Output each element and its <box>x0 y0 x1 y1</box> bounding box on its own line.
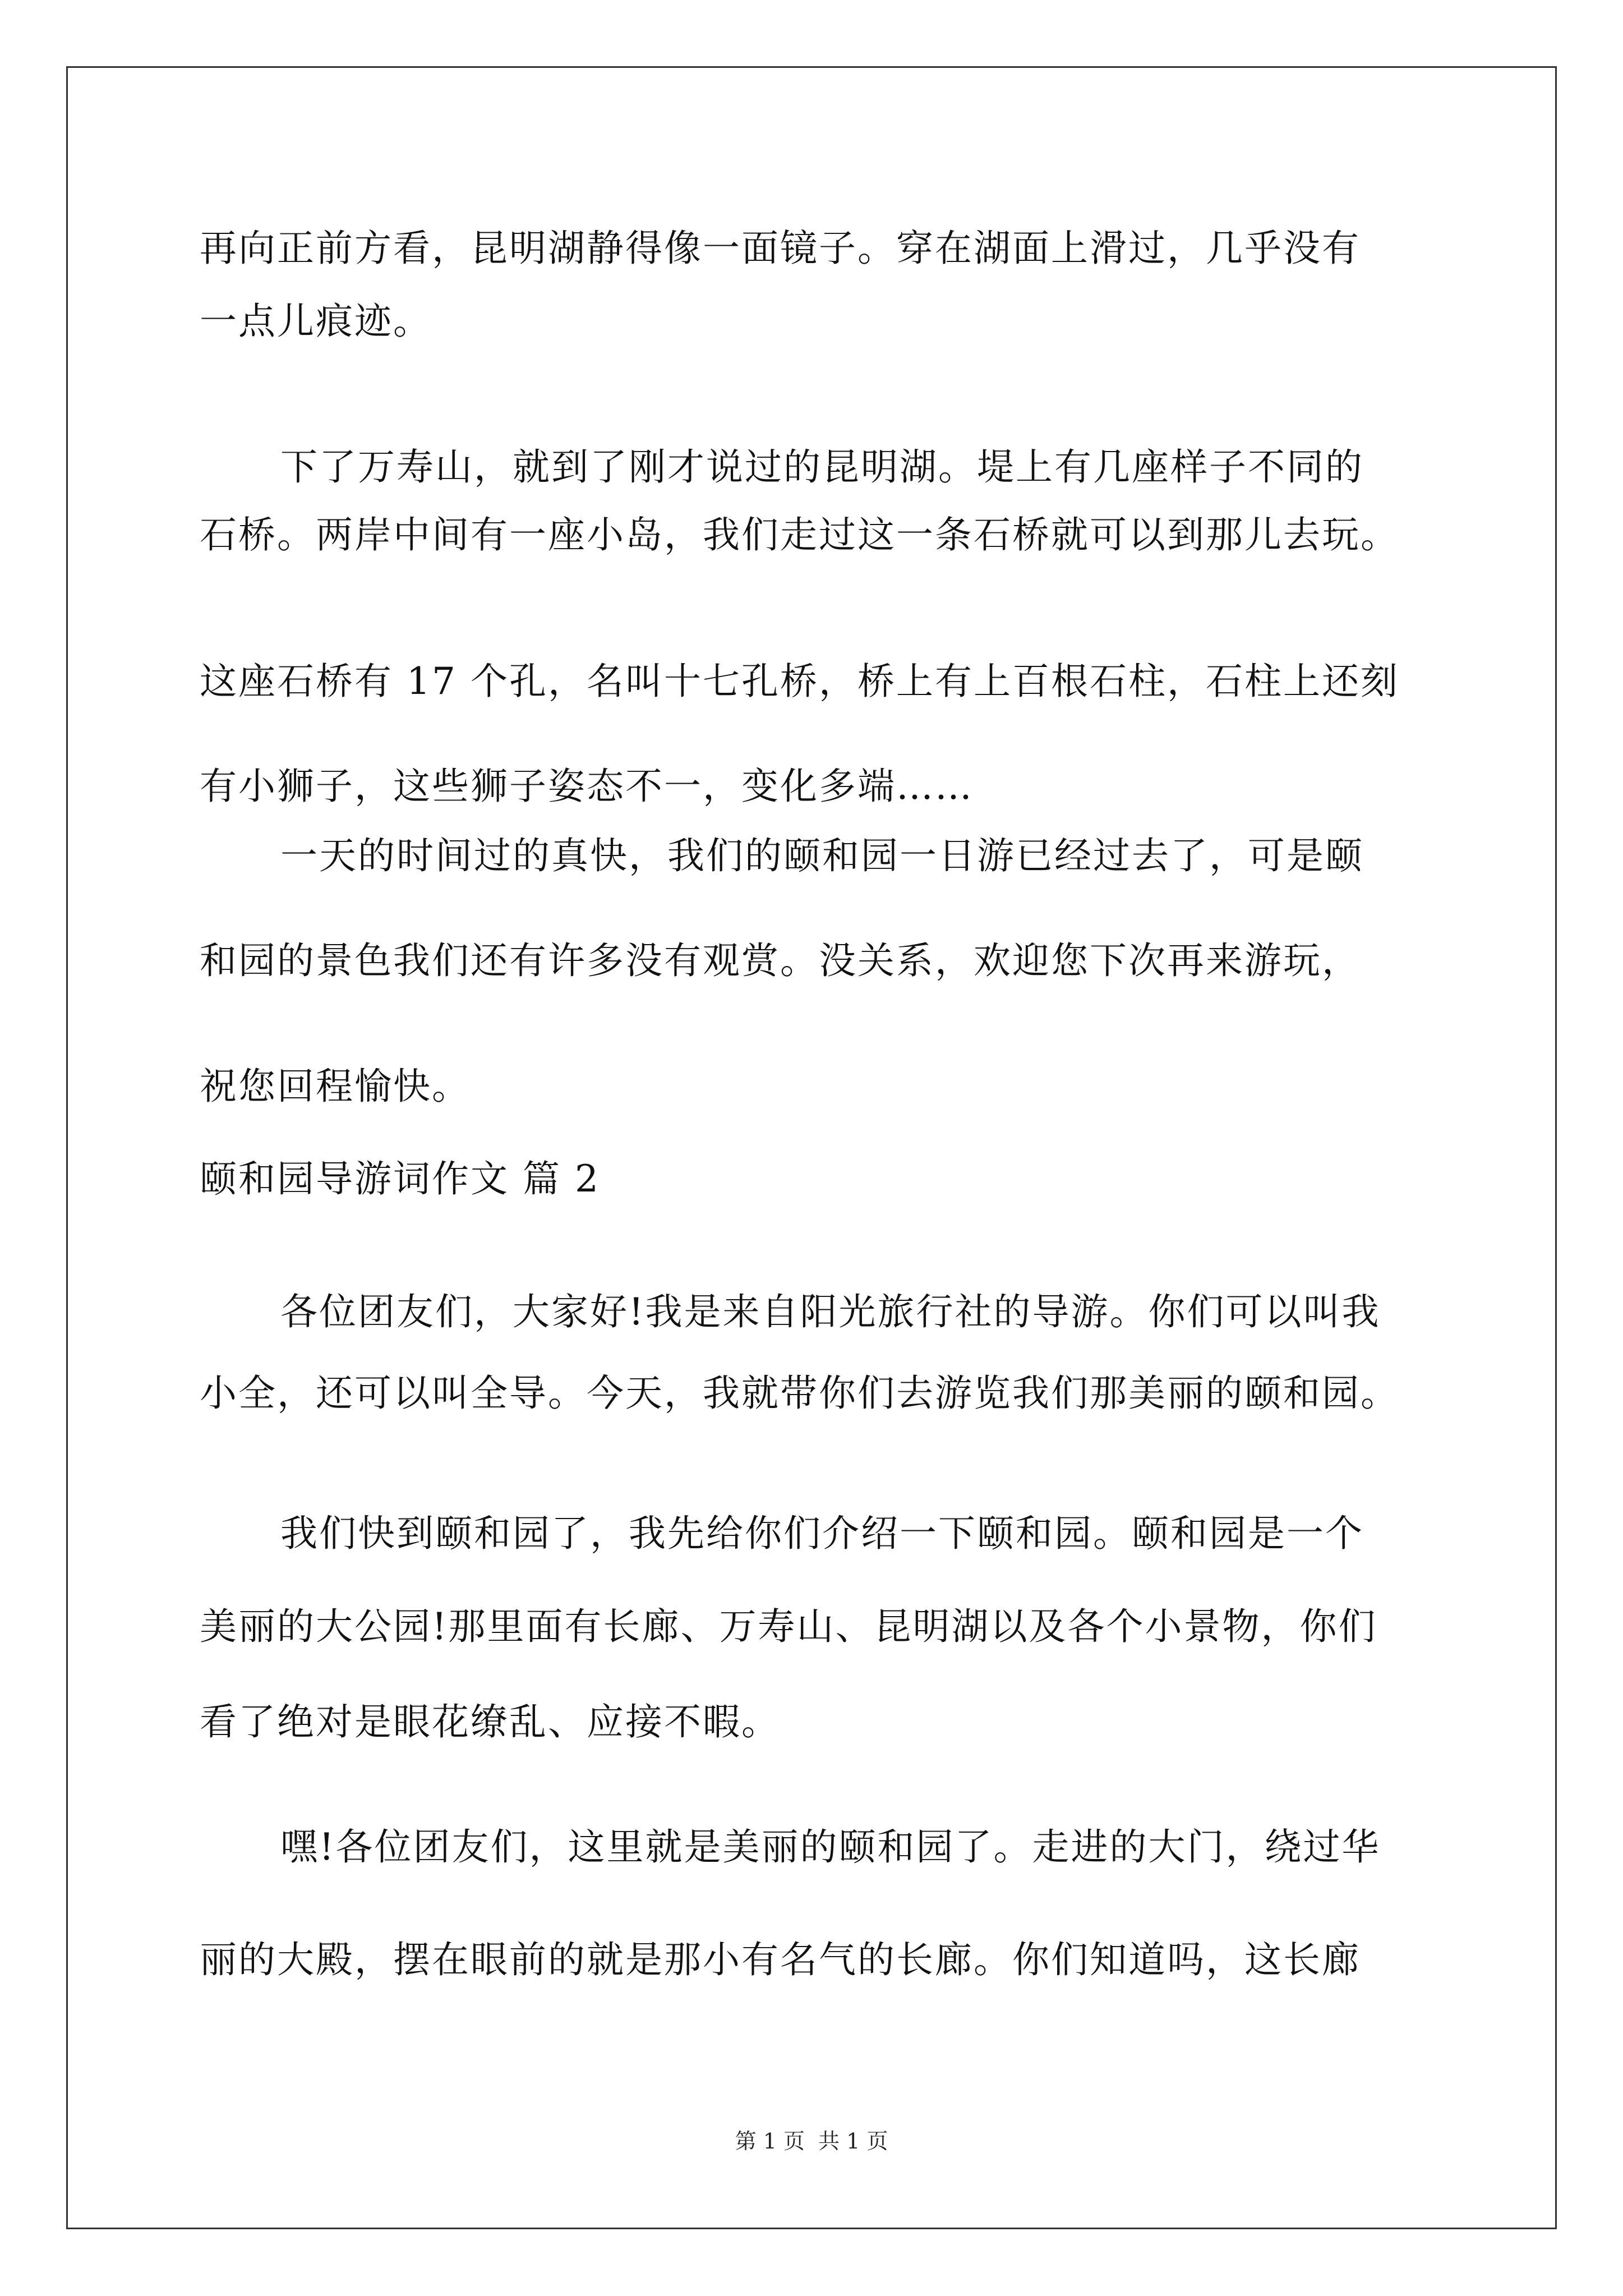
page-footer <box>0 2127 1623 2155</box>
paragraph-start-line: 我们快到颐和园了，我先给你们介绍一下颐和园。颐和园是一个 <box>280 1512 1364 1555</box>
page-total: 共 1 页 <box>818 2129 888 2154</box>
paragraph-start-line: 各位团友们，大家好!我是来自阳光旅行社的导游。你们可以叫我 <box>280 1290 1381 1333</box>
text-line: 这座石桥有 17 个孔，名叫十七孔桥，桥上有上百根石柱，石柱上还刻 <box>200 660 1399 703</box>
text-line: 再向正前方看，昆明湖静得像一面镜子。穿在湖面上滑过，几乎没有 <box>200 227 1361 270</box>
text-line: 有小狮子，这些狮子姿态不一，变化多端…… <box>200 765 974 808</box>
paragraph-start-line: 嘿!各位团友们，这里就是美丽的颐和园了。走进的大门，绕过华 <box>280 1825 1381 1869</box>
text-line: 一点儿痕迹。 <box>200 300 432 343</box>
text-line: 美丽的大公园!那里面有长廊、万寿山、昆明湖以及各个小景物，你们 <box>200 1605 1377 1648</box>
text-line: 和园的景色我们还有许多没有观赏。没关系，欢迎您下次再来游玩， <box>200 939 1361 982</box>
page-number: 第 1 页 <box>735 2129 805 2154</box>
text-line: 看了绝对是眼花缭乱、应接不暇。 <box>200 1700 780 1743</box>
paragraph-start-line: 一天的时间过的真快，我们的颐和园一日游已经过去了，可是颐 <box>280 834 1364 877</box>
text-line: 丽的大殿，摆在眼前的就是那小有名气的长廊。你们知道吗，这长廊 <box>200 1938 1361 1981</box>
text-line: 石桥。两岸中间有一座小岛，我们走过这一条石桥就可以到那儿去玩。 <box>200 513 1399 556</box>
text-line: 祝您回程愉快。 <box>200 1065 471 1108</box>
text-line: 小全，还可以叫全导。今天，我就带你们去游览我们那美丽的颐和园。 <box>200 1372 1399 1415</box>
page-border <box>66 66 1557 2229</box>
section-heading: 颐和园导游词作文 篇 2 <box>200 1157 600 1200</box>
paragraph-start-line: 下了万寿山，就到了刚才说过的昆明湖。堤上有几座样子不同的 <box>280 445 1364 489</box>
